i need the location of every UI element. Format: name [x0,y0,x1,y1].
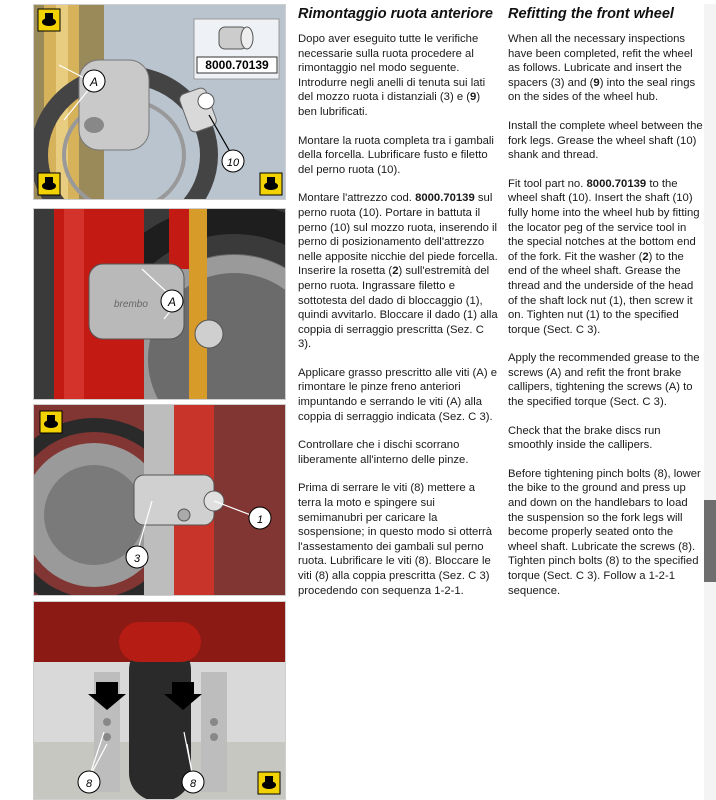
english-paragraph-1: When all the necessary inspections have been completed, refit the wheel as follows. Lubricate and insert the spacers (3) and (9) into the seal rings on the sides of the wheel hub. [508,33,696,104]
italian-title: Rimontaggio ruota anteriore [298,6,493,22]
tool-code-label: 8000.70139 [205,58,269,72]
english-paragraph-2: Install the complete wheel between the fork legs. Grease the wheel shaft (10) shank and thread. [508,119,703,162]
svg-text:10: 10 [226,157,240,169]
grease-icon [260,173,282,195]
svg-text:3: 3 [133,553,141,565]
italian-paragraph-6: Prima di serrare le viti (8) mettere a terra la moto e spingere sui semimanubri per caricare la sospensione; in questo modo si otterrà l'assestamento dei gambali sul perno ruota. Lubrificare le viti (8). Bloccare le viti (8) alla coppia prescritta (Sez. C 3) procedendo con sequenza 1-2-1. [298,482,493,597]
svg-text:A: A [167,295,177,309]
english-paragraph-3: Fit tool part no. 8000.70139 to the wheel shaft (10). Insert the shaft (10) fully home into the wheel hub by fitting the locator peg of the service tool in the special notches at the bottom end of the fork. Fit the washer (2) to the end of the wheel shaft. Grease the thread and the underside of the head of the shaft lock nut (1), then screw it on. Tighten nut (1) to the specified torque (Sect. C 3). [508,177,700,336]
svg-text:8: 8 [189,778,197,790]
photo-column [33,4,286,800]
photo-pinch-bolts [33,601,286,800]
svg-text:8: 8 [85,778,93,790]
photo-brake-caliper [33,208,286,400]
grease-icon [258,772,280,794]
italian-paragraph-2: Montare la ruota completa tra i gambali della forcella. Lubrificare fusto e filetto del perno ruota (10). [298,134,494,176]
italian-paragraph-1: Dopo aver eseguito tutte le verifiche necessarie sulla ruota procedere al rimontaggio nel modo seguente. Introdurre negli anelli di tenuta sui lati del mozzo ruota i distanziali (3) e (9) ben lubrificati. [298,33,486,118]
italian-column [298,6,498,612]
section-tab-marker [704,500,716,582]
grease-icon [40,411,62,433]
english-paragraph-5: Check that the brake discs run smoothly inside the callipers. [508,424,661,452]
italian-paragraph-3: Montare l'attrezzo cod. 8000.70139 sul perno ruota (10). Portare in battuta il perno (10) sul mozzo ruota, inserendo il perno di posizionamento dell'attrezzo nelle apposite nicchie del piede forcella. Inserire la rosetta (2) sull'estremità del perno ruota. Ingrassare filetto e sottotesta del dado di bloccaggio (1), quindi avvitarlo. Bloccare il dado (1) alla coppia di serraggio prescritta (Sez. C 3). [298,192,498,351]
photo-wheel-shaft-insertion [33,4,286,200]
italian-paragraph-5: Controllare che i dischi scorrano liberamente all'interno delle pinze. [298,439,469,466]
svg-text:A: A [89,75,99,89]
grease-icon [38,9,60,31]
grease-icon [38,173,60,195]
english-column [508,6,704,612]
side-margin-strip [704,4,716,800]
photo-shaft-nut [33,404,286,596]
svg-text:brembo: brembo [114,299,148,310]
english-paragraph-6: Before tightening pinch bolts (8), lower the bike to the ground and press up and down on the handlebars to load the suspension so the fork legs will become properly seated onto the wheel shaft. Lubricate the screws (8). Tighten pinch bolts (8) to the specified torque (Sect. C 3). Follow a 1-2-1 sequence. [508,467,701,597]
svg-text:1: 1 [256,514,264,526]
english-title: Refitting the front wheel [508,6,674,22]
italian-paragraph-4: Applicare grasso prescritto alle viti (A) e rimontare le pinze freno anteriori impuntando e serrando le viti (A) alla coppia di serraggio indicata (Sez. C 3). [298,366,498,423]
english-paragraph-4: Apply the recommended grease to the screws (A) and refit the front brake callipers, tightening the screws (A) to the specified torque (Sect. C 3). [508,352,700,409]
